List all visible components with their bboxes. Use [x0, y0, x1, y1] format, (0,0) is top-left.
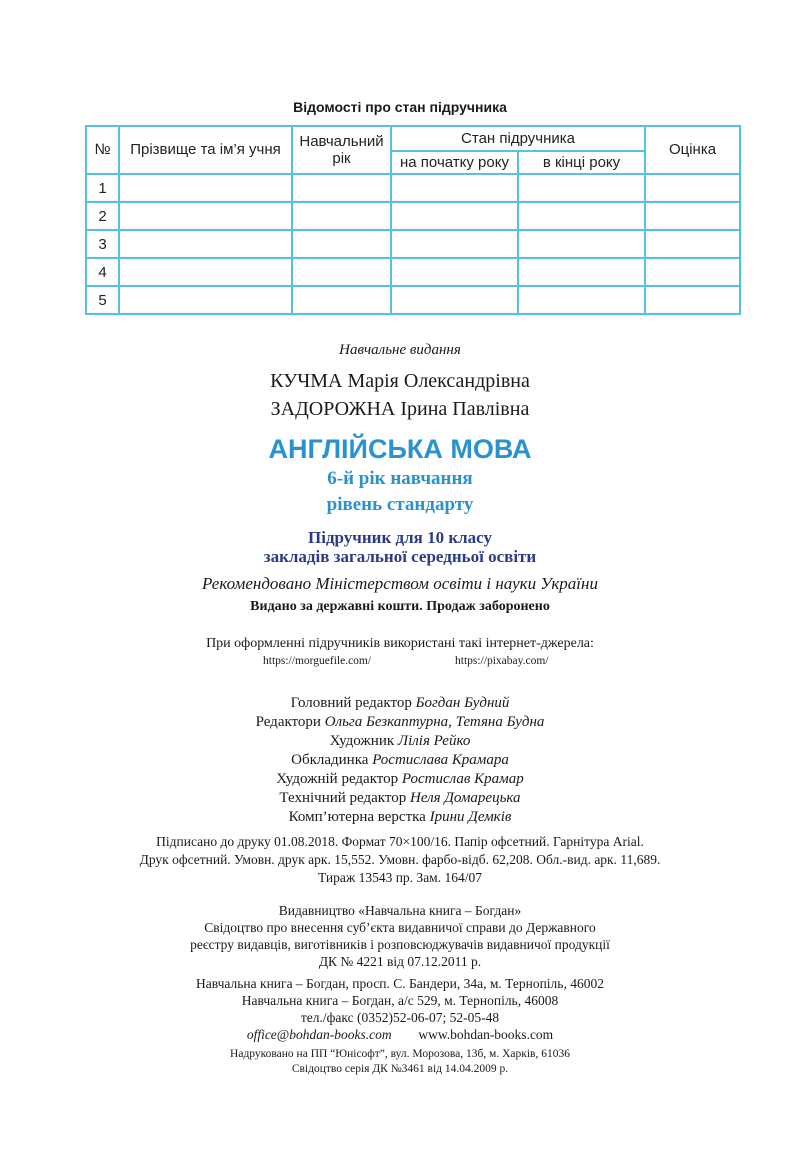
header-grade: Оцінка: [645, 126, 740, 174]
credit-art-editor: Художній редактор Ростислав Крамар: [276, 771, 524, 787]
publisher-line: ДК № 4221 від 07.12.2011 р.: [318, 954, 482, 969]
printer-info: [0, 1047, 800, 1077]
publisher-info: [0, 902, 800, 970]
author-1: КУЧМА Марія Олександрівна: [270, 370, 530, 392]
textbook-for: Підручник для 10 класу: [308, 528, 492, 547]
source-link[interactable]: https://pixabay.com/: [455, 655, 549, 667]
printer-line: Надруковано на ПП “Юнісофт”, вул. Морозова, 13б, м. Харків, 61036: [230, 1048, 570, 1060]
address-line: Навчальна книга – Богдан, просп. С. Бандери, 34а, м. Тернопіль, 46002: [196, 976, 604, 991]
cell-name: [119, 286, 292, 314]
author-2: ЗАДОРОЖНА Ірина Павлівна: [270, 398, 530, 420]
year-of-study: 6-й рік навчання: [327, 468, 473, 489]
cell-start: [391, 202, 518, 230]
credit-cover: Обкладинка Ростислава Крамара: [291, 752, 509, 768]
publisher-line: Видавництво «Навчальна книга – Богдан»: [278, 903, 522, 918]
printer-line: Свідоцтво серія ДК №3461 від 14.04.2009 р.: [291, 1063, 509, 1075]
credit-layout: Комп’ютерна верстка Ірини Демків: [288, 809, 512, 825]
cell-start: [391, 230, 518, 258]
funding-note: Видано за державні кошти. Продаж заборонено: [250, 599, 550, 614]
book-title: АНГЛІЙСЬКА МОВА: [268, 434, 532, 464]
table-row: [86, 258, 740, 286]
header-student-name: Прізвище та ім’я учня: [119, 126, 292, 174]
sources-note: При оформленні підручників використані такі інтернет-джерела:: [206, 636, 594, 651]
credit-tech-editor: Технічний редактор Неля Домарецька: [279, 790, 521, 806]
row-number: 3: [86, 230, 119, 258]
cell-name: [119, 202, 292, 230]
cell-end: [518, 258, 645, 286]
cell-end: [518, 174, 645, 202]
cell-year: [292, 202, 391, 230]
cell-end: [518, 230, 645, 258]
website-link[interactable]: www.bohdan-books.com: [418, 1027, 554, 1042]
print-info-line: Тираж 13543 пр. Зам. 164/07: [318, 870, 482, 885]
credits: [0, 694, 800, 827]
level: рівень стандарту: [326, 494, 474, 515]
header-state-start: на початку року: [391, 151, 518, 174]
address-line: Навчальна книга – Богдан, а/с 529, м. Тернопіль, 46008: [241, 993, 559, 1008]
cell-grade: [645, 174, 740, 202]
institutions: закладів загальної середньої освіти: [263, 547, 537, 566]
cell-grade: [645, 202, 740, 230]
table-row: [86, 202, 740, 230]
cell-year: [292, 230, 391, 258]
cell-grade: [645, 230, 740, 258]
cell-end: [518, 286, 645, 314]
cell-end: [518, 202, 645, 230]
cell-start: [391, 286, 518, 314]
cell-name: [119, 230, 292, 258]
recommended: Рекомендовано Міністерством освіти і науки України: [202, 574, 598, 593]
row-number: 5: [86, 286, 119, 314]
table-title: Відомості про стан підручника: [293, 99, 507, 115]
row-number: 2: [86, 202, 119, 230]
row-number: 4: [86, 258, 119, 286]
cell-grade: [645, 258, 740, 286]
phone: тел./факс (0352)52-06-07; 52-05-48: [300, 1010, 500, 1025]
print-info-line: Підписано до друку 01.08.2018. Формат 70×100/16. Папір офсетний. Гарнітура Arial.: [156, 834, 644, 849]
print-info-line: Друк офсетний. Умовн. друк арк. 15,552. Умовн. фарбо-відб. 62,208. Обл.-вид. арк. 11,689.: [139, 852, 661, 867]
table-row: [86, 286, 740, 314]
row-number: 1: [86, 174, 119, 202]
cell-start: [391, 174, 518, 202]
textbook-condition-table: [85, 125, 741, 315]
publisher-line: реєстру видавців, виготівників і розповсюджувачів видавничої продукції: [190, 937, 610, 952]
cell-grade: [645, 286, 740, 314]
credit-editors: Редактори Ольга Безкаптурна, Тетяна Будна: [255, 714, 545, 730]
header-number: №: [86, 126, 119, 174]
source-link[interactable]: https://morguefile.com/: [263, 655, 372, 667]
cell-name: [119, 174, 292, 202]
cell-name: [119, 258, 292, 286]
header-school-year: Навчальний рік: [292, 126, 391, 174]
cell-year: [292, 286, 391, 314]
contacts: [0, 975, 800, 1043]
credit-artist: Художник Лілія Рейко: [329, 733, 471, 749]
web-contacts: [0, 1026, 800, 1043]
cell-year: [292, 174, 391, 202]
header-textbook-state: Стан підручника: [391, 126, 645, 151]
table-row: [86, 174, 740, 202]
edition-type: Навчальне видання: [339, 342, 461, 358]
cell-year: [292, 258, 391, 286]
email-link[interactable]: office@bohdan-books.com: [246, 1027, 392, 1042]
cell-start: [391, 258, 518, 286]
header-state-end: в кінці року: [518, 151, 645, 174]
table-row: [86, 230, 740, 258]
credit-chief-editor: Головний редактор Богдан Будний: [290, 695, 510, 711]
print-info: [0, 833, 800, 887]
publisher-line: Свідоцтво про внесення суб’єкта видавничої справи до Державного: [204, 920, 596, 935]
